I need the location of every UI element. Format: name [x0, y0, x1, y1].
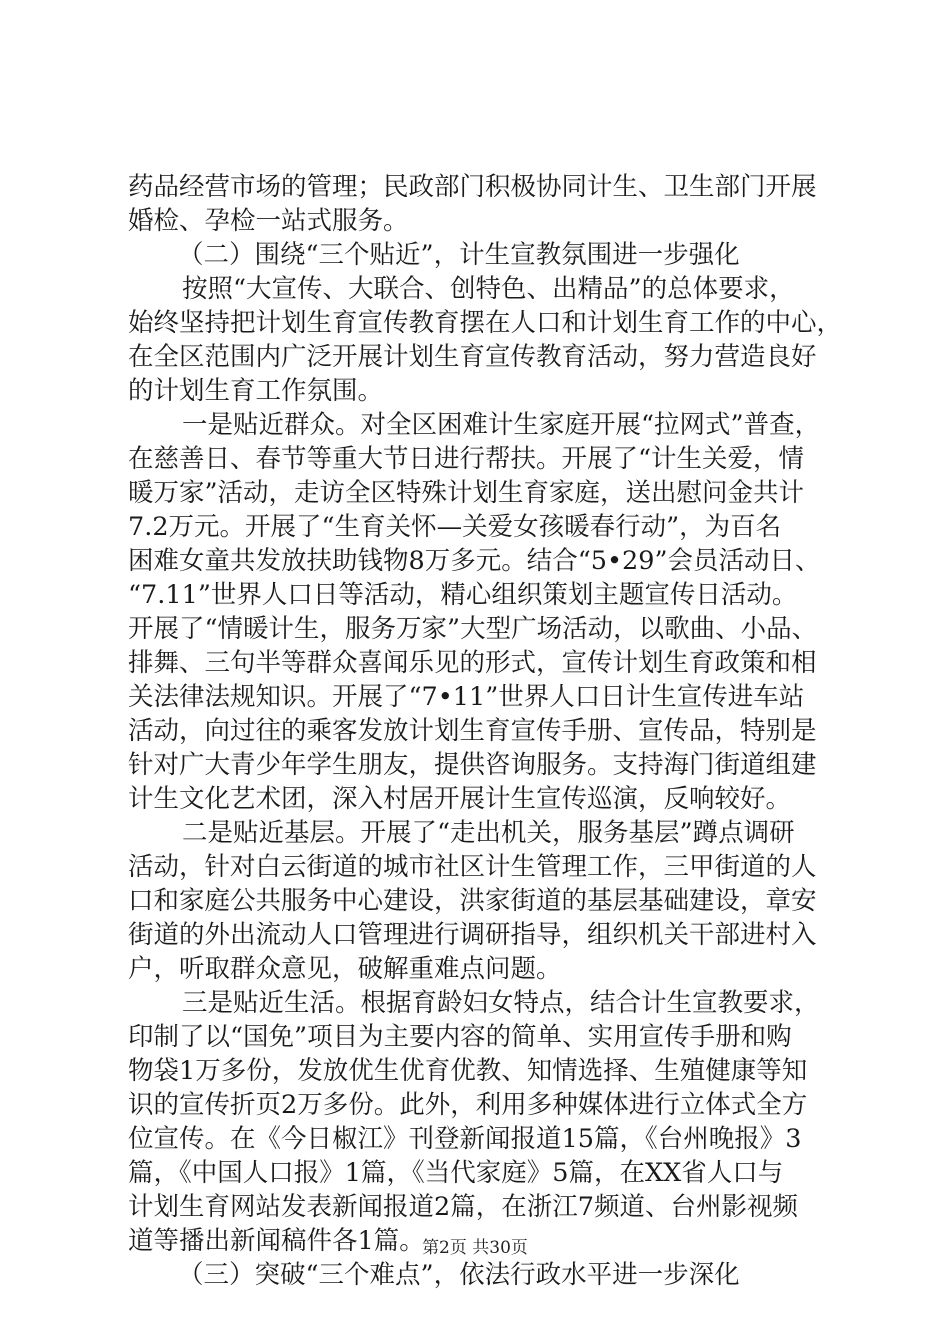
text-line: 的计划生育工作氛围。 [128, 376, 384, 406]
text-line: 始终坚持把计划生育宣传教育摆在人口和计划生育工作的中心， [128, 308, 843, 338]
text-line: 一是贴近群众。对全区困难计生家庭开展“拉网式”普查， [182, 410, 821, 440]
text-line: 暖万家”活动，走访全区特殊计划生育家庭，送出慰问金共计 [128, 478, 805, 508]
text-line: 在全区范围内广泛开展计划生育宣传教育活动，努力营造良好 [128, 342, 817, 372]
text-line: 活动，向过往的乘客发放计划生育宣传手册、宣传品，特别是 [128, 716, 817, 746]
text-line: 街道的外出流动人口管理进行调研指导，组织机关干部进村入 [128, 920, 817, 950]
text-line: 开展了“情暖计生，服务万家”大型广场活动，以歌曲、小品、 [128, 614, 818, 644]
text-line: 识的宣传折页2万多份。此外，利用多种媒体进行立体式全方 [128, 1090, 808, 1120]
text-line: 印制了以“国免”项目为主要内容的简单、实用宣传手册和购 [128, 1022, 792, 1052]
text-line: 排舞、三句半等群众喜闻乐见的形式，宣传计划生育政策和相 [128, 648, 817, 678]
text-line: 困难女童共发放扶助钱物8万多元。结合“5•29”会员活动日、 [128, 546, 821, 576]
text-line: 在慈善日、春节等重大节日进行帮扶。开展了“计生关爱，情 [128, 444, 805, 474]
text-line: 三是贴近生活。根据育龄妇女特点，结合计生宣教要求， [182, 988, 820, 1018]
text-line: 口和家庭公共服务中心建设，洪家街道的基层基础建设，章安 [128, 886, 817, 916]
text-line: 按照“大宣传、大联合、创特色、出精品”的总体要求， [182, 274, 795, 304]
text-line: 物袋1万多份，发放优生优育优教、知情选择、生殖健康等知 [128, 1056, 808, 1086]
page-number-footer: 第2页 共30页 [422, 1238, 528, 1258]
text-line: 篇，《中国人口报》1篇，《当代家庭》5篇，在XX省人口与 [128, 1158, 784, 1188]
text-line: 7.2万元。开展了“生育关怀—关爱女孩暖春行动”，为百名 [128, 512, 782, 542]
text-line: 道等播出新闻稿件各1篇。 [128, 1226, 425, 1256]
text-line: 户，听取群众意见，破解重难点问题。 [128, 954, 562, 984]
text-line: 关法律法规知识。开展了“7•11”世界人口日计生宣传进车站 [128, 682, 805, 712]
text-line: 活动，针对白云街道的城市社区计生管理工作，三甲街道的人 [128, 852, 817, 882]
text-line: 药品经营市场的管理；民政部门积极协同计生、卫生部门开展 [128, 172, 817, 202]
text-line: 婚检、孕检一站式服务。 [128, 206, 409, 236]
text-line: 计划生育网站发表新闻报道2篇，在浙江7频道、台州影视频 [128, 1192, 798, 1222]
section-heading: （二）围绕“三个贴近”，计生宣教氛围进一步强化 [178, 240, 740, 270]
text-line: 针对广大青少年学生朋友，提供咨询服务。支持海门街道组建 [128, 750, 817, 780]
text-line: “7.11”世界人口日等活动，精心组织策划主题宣传日活动。 [128, 580, 798, 610]
text-line: 计生文化艺术团，深入村居开展计生宣传巡演，反响较好。 [128, 784, 792, 814]
section-heading: （三）突破“三个难点”，依法行政水平进一步深化 [178, 1260, 740, 1290]
text-line: 二是贴近基层。开展了“走出机关，服务基层”蹲点调研 [182, 818, 795, 848]
text-line: 位宣传。在《今日椒江》刊登新闻报道15篇，《台州晚报》3 [128, 1124, 802, 1154]
